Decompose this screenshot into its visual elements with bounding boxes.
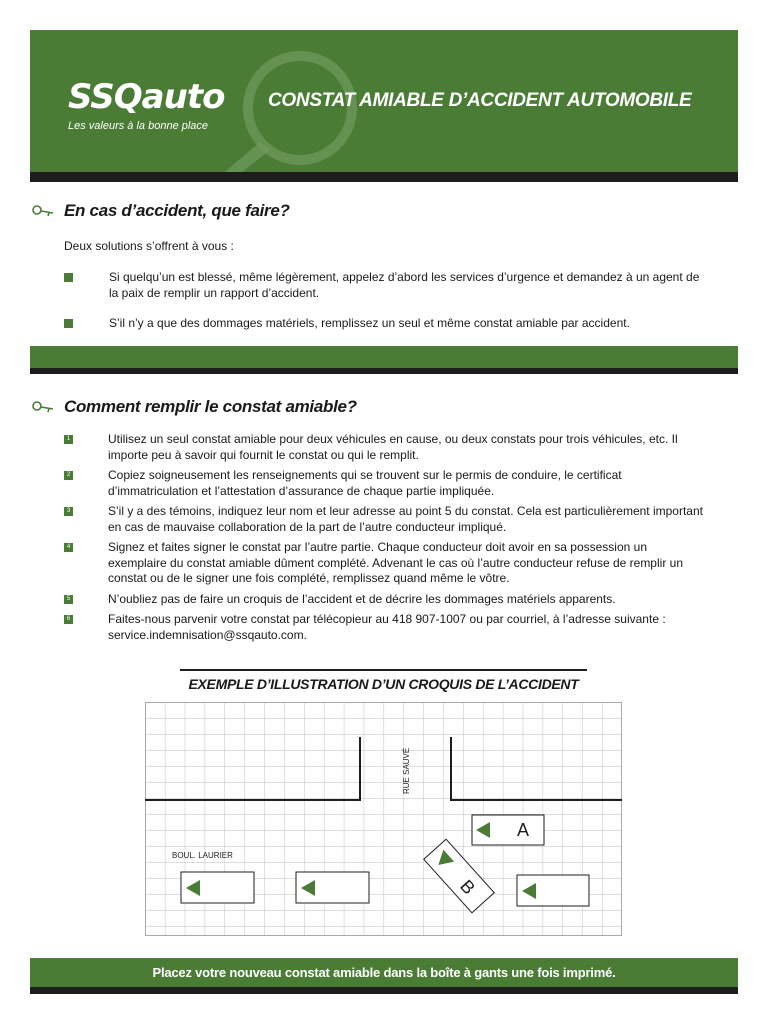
- intro-text: Deux solutions s’offrent à vous :: [64, 239, 234, 253]
- section-divider-bar: [30, 368, 738, 374]
- brand-tagline: Les valeurs à la bonne place: [68, 120, 209, 132]
- bullet-square-icon: [64, 273, 73, 282]
- vehicle-left: [181, 872, 254, 903]
- step-text: Faites-nous parvenir votre constat par télécopieur au 418 907-1007 ou par courriel, à l’adresse suivante : service.indemnisation@ssqauto.com.: [108, 612, 666, 642]
- steps-list: [64, 432, 704, 648]
- step-item: [64, 432, 704, 463]
- step-number: 6: [64, 615, 73, 624]
- sketch-title-rule: [180, 669, 587, 671]
- footer-divider: [30, 987, 738, 994]
- step-number: 2: [64, 471, 73, 480]
- section-heading-what-to-do: [32, 201, 290, 221]
- step-text: Copiez soigneusement les renseignements qui se trouvent sur le permis de conduire, le certificat d’immatriculation et l’attestation d’assurance de chaque partie impliquée.: [108, 468, 622, 498]
- step-text: N’oubliez pas de faire un croquis de l’accident et de décrire les dommages matériels apparents.: [108, 591, 616, 606]
- key-icon: [32, 204, 54, 218]
- step-item: [64, 504, 704, 535]
- brand-block: [68, 78, 224, 132]
- list-item-text: Si quelqu’un est blessé, même légèrement, appelez d’abord les services d’urgence et demandez à un agent de la paix de remplir un rapport d’accident.: [109, 270, 700, 300]
- step-number: 3: [64, 507, 73, 516]
- section-divider-band: [30, 346, 738, 368]
- accident-sketch: [145, 702, 622, 936]
- step-number: 4: [64, 543, 73, 552]
- step-item: [64, 592, 704, 608]
- list-item: [64, 269, 704, 301]
- sketch-title: EXEMPLE D’ILLUSTRATION D’UN CROQUIS DE L’ACCIDENT: [188, 676, 579, 692]
- vehicle-right: [517, 875, 589, 906]
- step-item: [64, 468, 704, 499]
- section-title: En cas d’accident, que faire?: [64, 201, 290, 220]
- document-title: CONSTAT AMIABLE D’ACCIDENT AUTOMOBILE: [268, 90, 692, 111]
- step-item: [64, 612, 704, 643]
- step-number: 5: [64, 595, 73, 604]
- vehicle-b-label: B: [456, 875, 480, 899]
- step-number: 1: [64, 435, 73, 444]
- section-heading-how-to-fill: [32, 397, 357, 417]
- step-text: S’il y a des témoins, indiquez leur nom et leur adresse au point 5 du constat. Cela est particulièrement important en cas de mauvaise collaboration de la part de l’autre conducteur impliqué.: [108, 504, 703, 534]
- vehicle-a-label: A: [516, 820, 530, 840]
- street-label-boul-laurier: BOUL. LAURIER: [172, 851, 233, 860]
- step-item: [64, 540, 704, 587]
- bullet-square-icon: [64, 319, 73, 328]
- footer-banner: Placez votre nouveau constat amiable dans la boîte à gants une fois imprimé.: [30, 958, 738, 987]
- vehicle-middle: [296, 872, 369, 903]
- header-divider: [30, 172, 738, 182]
- solutions-list: [64, 269, 704, 345]
- list-item: [64, 315, 704, 331]
- step-text: Utilisez un seul constat amiable pour deux véhicules en cause, ou deux constats pour trois véhicules, etc. Il importe peu à savoir qui fournit le constat ou qui le remplit.: [108, 432, 678, 462]
- header-banner: [30, 30, 738, 172]
- key-icon: [32, 400, 54, 414]
- list-item-text: S’il n’y a que des dommages matériels, remplissez un seul et même constat amiable par accident.: [109, 316, 630, 330]
- step-text: Signez et faites signer le constat par l’autre partie. Chaque conducteur doit avoir en sa possession un exemplaire du constat amiable dûment complété. Advenant le cas où l’autre conducteur refuse de remplir un constat ou de le signer une fois complété, remplissez quand même le vôtre.: [108, 540, 683, 585]
- section-title: Comment remplir le constat amiable?: [64, 397, 357, 416]
- vehicle-a: [472, 815, 544, 845]
- street-label-rue-sauve: RUE SAUVÉ: [402, 747, 411, 794]
- brand-logo: SSQauto: [68, 77, 225, 117]
